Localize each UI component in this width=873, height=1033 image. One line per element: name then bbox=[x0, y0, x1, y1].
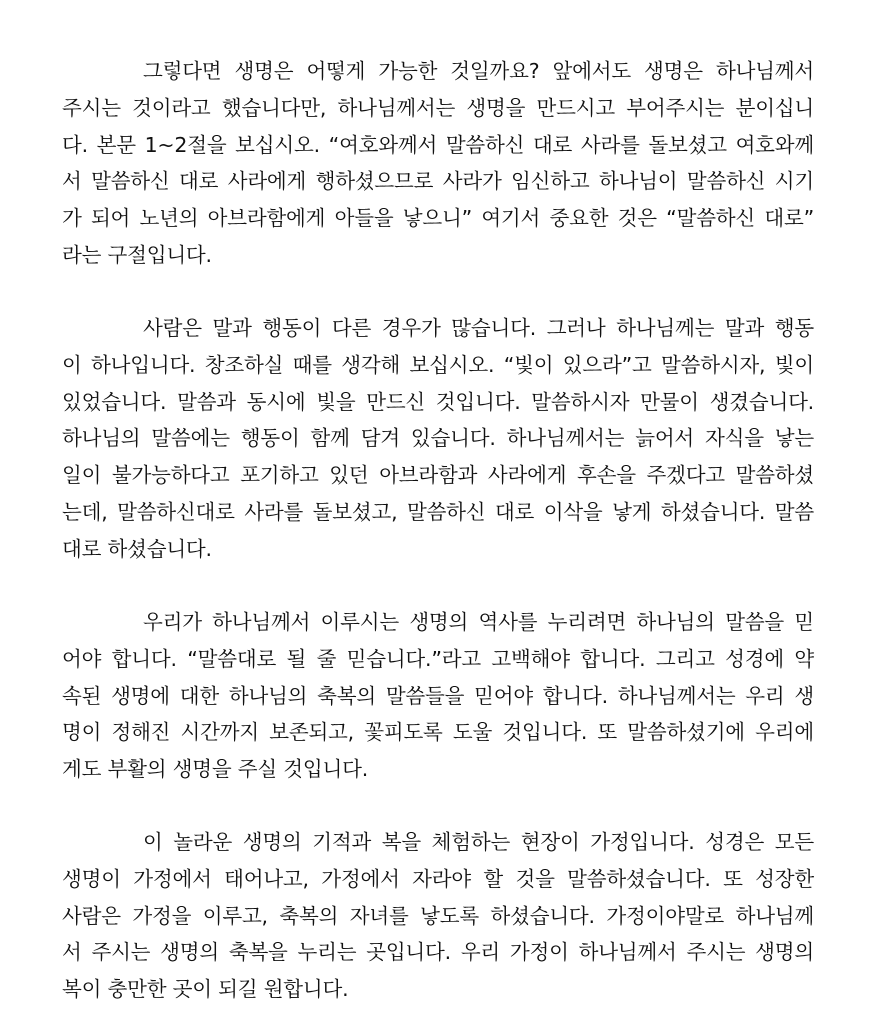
text-line: 게도 부활의 생명을 주실 것입니다. bbox=[62, 757, 369, 782]
text-line: 있었습니다. 말씀과 동시에 빛을 만드신 것입니다. 말씀하시자 만물이 생겼습니다. bbox=[62, 389, 814, 414]
text-line: 는데, 말씀하신대로 사라를 돌보셨고, 말씀하신 대로 이삭을 낳게 하셨습니다. 말씀 bbox=[62, 499, 814, 524]
text-line: 서 말씀하신 대로 사라에게 행하셨으므로 사라가 임신하고 하나님이 말씀하신 시기 bbox=[62, 169, 814, 194]
text-line: 생명이 가정에서 태어나고, 가정에서 자라야 할 것을 말씀하셨습니다. 또 성장한 bbox=[62, 866, 814, 891]
text-line: 일이 불가능하다고 포기하고 있던 아브라함과 사라에게 후손을 주겠다고 말씀하셨 bbox=[62, 463, 814, 488]
paragraph-4 bbox=[62, 824, 814, 1008]
text-line: 사람은 가정을 이루고, 축복의 자녀를 낳도록 하셨습니다. 가정이야말로 하나님께 bbox=[62, 903, 814, 928]
text-line: 하나님의 말씀에는 행동이 함께 담겨 있습니다. 하나님께서는 늙어서 자식을 낳는 bbox=[62, 426, 814, 451]
text-line: 복이 충만한 곳이 되길 원합니다. bbox=[62, 977, 349, 1002]
text-line: 다. 본문 1~2절을 보십시오. “여호와께서 말씀하신 대로 사라를 돌보셨고 여호와께 bbox=[62, 132, 814, 157]
text-line: 서 주시는 생명의 축복을 누리는 곳입니다. 우리 가정이 하나님께서 주시는 생명의 bbox=[62, 940, 814, 965]
paragraph-1 bbox=[62, 53, 814, 274]
paragraph-2 bbox=[62, 310, 814, 568]
text-line: 우리가 하나님께서 이루시는 생명의 역사를 누리려면 하나님의 말씀을 믿 bbox=[143, 610, 814, 634]
text-line: 그렇다면 생명은 어떻게 가능한 것일까요? 앞에서도 생명은 하나님께서 bbox=[143, 59, 814, 83]
text-line: 이 놀라운 생명의 기적과 복을 체험하는 현장이 가정입니다. 성경은 모든 bbox=[143, 830, 814, 854]
text-line: 이 하나입니다. 창조하실 때를 생각해 보십시오. “빛이 있으라”고 말씀하시자, 빛이 bbox=[62, 352, 814, 377]
text-line: 가 되어 노년의 아브라함에게 아들을 낳으니” 여기서 중요한 것은 “말씀하신 대로” bbox=[62, 206, 814, 231]
text-line: 사람은 말과 행동이 다른 경우가 많습니다. 그러나 하나님께는 말과 행동 bbox=[143, 316, 814, 340]
text-line: 명이 정해진 시간까지 보존되고, 꽃피도록 도울 것입니다. 또 말씀하셨기에 우리에 bbox=[62, 720, 814, 745]
text-line: 라는 구절입니다. bbox=[62, 242, 212, 267]
text-line: 어야 합니다. “말씀대로 될 줄 믿습니다.”라고 고백해야 합니다. 그리고 성경에 약 bbox=[62, 646, 814, 671]
paragraph-3 bbox=[62, 604, 814, 788]
text-line: 속된 생명에 대한 하나님의 축복의 말씀들을 믿어야 합니다. 하나님께서는 우리 생 bbox=[62, 683, 814, 708]
text-line: 대로 하셨습니다. bbox=[62, 536, 212, 561]
text-line: 주시는 것이라고 했습니다만, 하나님께서는 생명을 만드시고 부어주시는 분이십니 bbox=[62, 95, 814, 120]
